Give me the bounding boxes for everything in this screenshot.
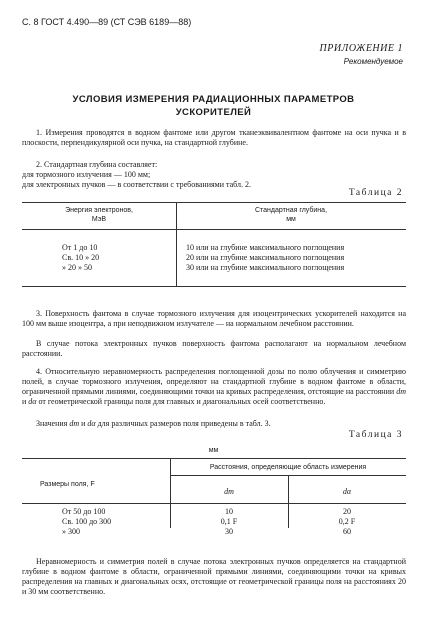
table2-row3-energy: » 20 » 50 — [62, 263, 92, 272]
page-header: С. 8 ГОСТ 4.490—89 (СТ СЭВ 6189—88) — [22, 17, 192, 27]
table2-col1-header: Энергия электронов, — [65, 207, 133, 214]
table2-row1-energy: От 1 до 10 — [62, 243, 98, 252]
table3-top-rule — [22, 458, 406, 459]
table2-row3-depth: 30 или на глубине максимального поглощения — [186, 263, 345, 272]
paragraph-4 — [22, 367, 406, 407]
table3-col1-header: Размеры поля, F — [40, 481, 95, 488]
table3-da-header: dα — [342, 487, 352, 496]
table2-row1-depth: 10 или на глубине максимального поглощения — [186, 243, 345, 252]
table3-row1-size: От 50 до 100 — [62, 507, 106, 516]
table3-row2-da: 0,2 F — [338, 517, 356, 526]
appendix-status: Рекомендуемое — [343, 57, 403, 66]
paragraph-5-and: и — [81, 419, 86, 428]
table3-unit: мм — [208, 447, 219, 454]
table3-header-rule — [22, 503, 406, 504]
table3-row3-da: 60 — [343, 527, 351, 536]
table2-col2-unit: мм — [286, 216, 296, 223]
table3-caption: Таблица 3 — [348, 430, 403, 440]
paragraph-3: 3. Поверхность фантома в случае тормозного излучения для изоцентрических ускорителей находится на 100 мм выше изоцентра, а при неподвижном излучателе — на нормальном лечебном расстоянии. — [22, 309, 406, 328]
appendix-label: ПРИЛОЖЕНИЕ 1 — [319, 43, 403, 54]
paragraph-1: 1. Измерения проводятся в водном фантоме или другом тканеэквивалентном фантоме на оси пучка и в плоскости, перпендикулярной оси пучка, на стандартной глубине. — [22, 128, 406, 147]
table3-row1-da: 20 — [343, 507, 351, 516]
paragraph-5-end: для различных размеров поля приведены в табл. 3. — [97, 419, 271, 428]
table2-row2-depth: 20 или на глубине максимального поглощения — [186, 253, 345, 262]
table3-dm-header: dm — [224, 487, 234, 496]
paragraph-2-lead: 2. Стандартная глубина составляет: — [36, 160, 158, 169]
table3-row2-dm: 0,1 F — [220, 517, 238, 526]
section-title-line1: УСЛОВИЯ ИЗМЕРЕНИЯ РАДИАЦИОННЫХ ПАРАМЕТРОВ — [72, 94, 355, 105]
table2-caption: Таблица 2 — [348, 188, 403, 198]
table3-row2-size: Св. 100 до 300 — [62, 517, 112, 526]
table2-col2-header: Стандартная глубина, — [254, 207, 328, 214]
da-symbol: dα — [87, 419, 96, 428]
paragraph-2-line2: для электронных пучков — в соответствии с требованиями табл. 2. — [22, 180, 252, 189]
table2-header-rule — [22, 229, 406, 230]
table2-row2-energy: Св. 10 » 20 — [62, 253, 100, 262]
section-title-line2: УСКОРИТЕЛЕЙ — [175, 107, 252, 118]
dm-symbol: dm — [69, 419, 80, 428]
table3-row3-size: » 300 — [62, 527, 80, 536]
table3-group-header: Расстояния, определяющие область измерения — [209, 464, 367, 471]
table3-row3-dm: 30 — [225, 527, 233, 536]
table3-row1-dm: 10 — [225, 507, 233, 516]
paragraph-4-and: и — [22, 397, 27, 406]
table2-bottom-rule — [22, 286, 406, 287]
paragraph-3b: В случае потока электронных пучков поверхность фантома располагают на нормальном лечебном расстоянии. — [22, 339, 406, 358]
paragraph-2-line1: для тормозного излучения — 100 мм; — [22, 170, 151, 179]
table2-top-rule — [22, 202, 406, 203]
paragraph-6: Неравномерность и симметрия полей в случае потока электронных пучков определяется на стандартной глубине в водном фантоме в области, ограниченной прямыми линиями, соединяющими точки на кривых распределения на главных и диагональных осях, отстоящие от геометрической границы поля на расстояниях 20 и 30 мм соответственно. — [22, 557, 406, 596]
paragraph-5-start: Значения — [36, 419, 68, 428]
paragraph-4-text: 4. Относительную неравномерность распределения поглощенной дозы по полю облучения и симметрию полей, в случае тормозного излучения, определяют на стандартной глубине в водном фантоме в области, ограниченной прямыми линиями, соединяющими точки на кривых распределения, отстоящие на расстоянии — [22, 367, 406, 396]
table2-col1-unit: МэВ — [91, 216, 107, 223]
paragraph-5 — [22, 419, 406, 429]
dm-symbol: dm — [396, 387, 406, 396]
paragraph-4-tail: от геометрической границы поля для главных и диагональных осей соответственно. — [38, 397, 326, 406]
da-symbol: dα — [28, 397, 37, 406]
